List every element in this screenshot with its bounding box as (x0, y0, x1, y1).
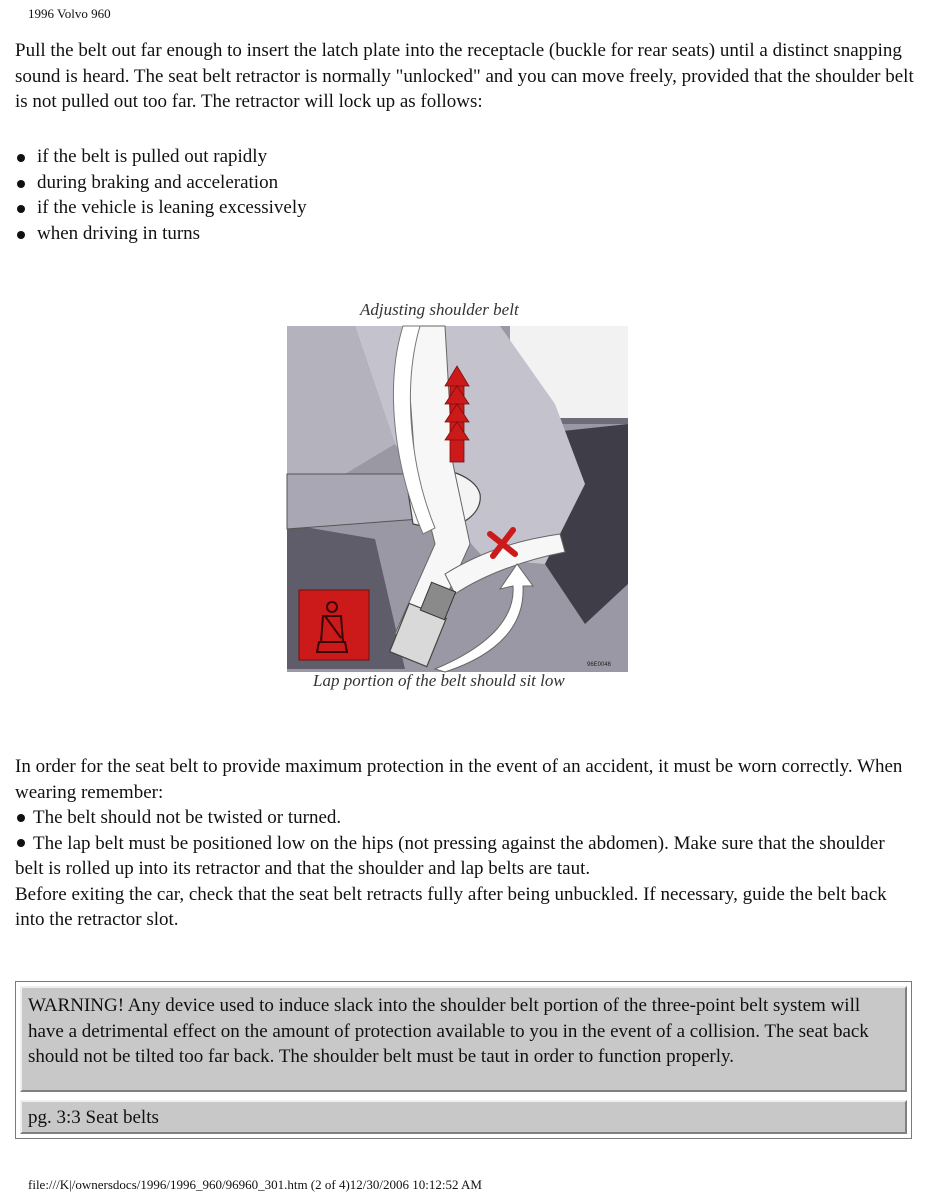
bullet-icon (17, 814, 25, 822)
wearing-closing: Before exiting the car, check that the seat belt retracts fully after being unbuckled. If necessary, guide the belt back into the retractor slot. (15, 883, 887, 930)
page-label: pg. 3:3 Seat belts (20, 1100, 907, 1134)
figure-caption-bottom: Lap portion of the belt should sit low (313, 671, 565, 690)
list-item: if the belt is pulled out rapidly (15, 144, 307, 170)
footer-url: file:///K|/ownersdocs/1996/1996_960/96960_301.htm (2 of 4)12/30/2006 10:12:52 AM (28, 1177, 482, 1192)
list-item: if the vehicle is leaning excessively (15, 195, 307, 221)
figure-code: 96E0046 (587, 662, 612, 668)
seat-belt-drawing (285, 324, 630, 674)
wearing-section (15, 754, 915, 933)
warning-table (15, 981, 912, 1139)
warning-text: WARNING! Any device used to induce slack into the shoulder belt portion of the three-point belt system will have a detrimental effect on the amount of protection available to you in the event of a collision. The seat back should not be tilted too far back. The shoulder belt must be taut in order to function properly. (20, 986, 907, 1092)
list-item: when driving in turns (15, 221, 307, 247)
bullet-icon (17, 154, 25, 162)
list-item: The lap belt must be positioned low on the hips (not pressing against the abdomen). Make sure that the shoulder belt is rolled up into its retractor and that the shoulder and lap belts are taut. (15, 832, 885, 879)
seat-belt-illustration (285, 300, 630, 695)
bullet-icon (17, 839, 25, 847)
list-item: The belt should not be twisted or turned. (15, 805, 915, 831)
intro-paragraph: Pull the belt out far enough to insert the latch plate into the receptacle (buckle for rear seats) until a distinct snapping sound is heard. The seat belt retractor is normally "unlocked" and you can move freely, provided that the shoulder belt is not pulled out too far. The retractor will lock up as follows: (15, 40, 914, 112)
figure-caption-top: Adjusting shoulder belt (360, 300, 519, 319)
list-item: during braking and acceleration (15, 170, 307, 196)
retractor-lock-list (15, 144, 307, 246)
document-header-title: 1996 Volvo 960 (28, 6, 111, 21)
wearing-intro: In order for the seat belt to provide maximum protection in the event of an accident, it must be worn correctly. When wearing remember: (15, 756, 903, 803)
bullet-icon (17, 180, 25, 188)
bullet-icon (17, 205, 25, 213)
bullet-icon (17, 231, 25, 239)
